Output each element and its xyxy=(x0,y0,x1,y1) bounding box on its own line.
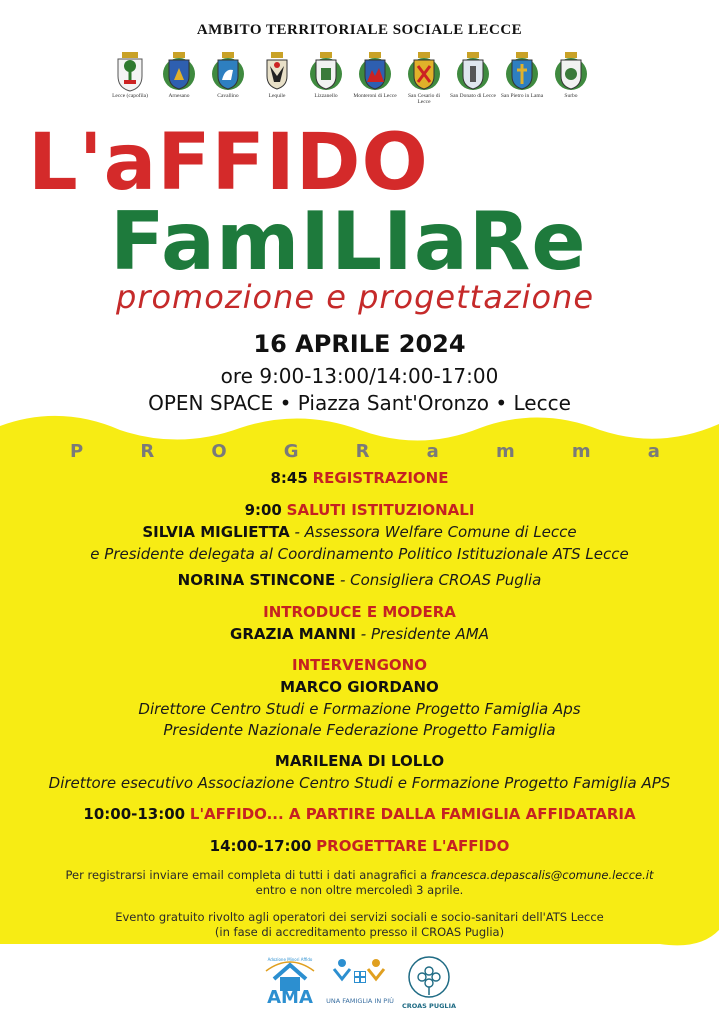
crest-monteroni: Monteroni di Lecce xyxy=(352,52,398,99)
crest-san-donato: San Donato di Lecce xyxy=(450,52,496,99)
title-affido: L'aFFIDO xyxy=(28,118,429,208)
title-familiare: FamILIaRe xyxy=(110,195,587,288)
program-intervengono: INTERVENGONO xyxy=(292,656,427,674)
shield-icon xyxy=(505,52,539,92)
ambito-heading: AMBITO TERRITORIALE SOCIALE LECCE xyxy=(196,22,523,38)
programma-heading: P R O G R a m m a xyxy=(70,441,660,462)
program-morning-session: 10:00-13:00 L'AFFIDO... A PARTIRE DALLA FAMIGLIA AFFIDATARIA xyxy=(83,805,636,823)
event-hours: ore 9:00-13:00/14:00-17:00 xyxy=(220,364,499,388)
accreditation-note: (in fase di accreditamento presso il CROAS Puglia) xyxy=(214,925,505,939)
speaker-manni: GRAZIA MANNI - Presidente AMA xyxy=(230,625,489,643)
registration-note: Per registrarsi inviare email completa di tutti i dati anagrafici a francesca.depascalis@comune.lecce.it xyxy=(65,868,654,882)
shield-icon xyxy=(116,52,144,92)
crest-cavallino: Cavallino xyxy=(205,52,251,99)
family-icon xyxy=(330,957,390,995)
shield-icon xyxy=(162,52,196,92)
shield-icon xyxy=(407,52,441,92)
crest-lequile: Lequile xyxy=(254,52,300,99)
program-saluti: 9:00 SALUTI ISTITUZIONALI xyxy=(244,501,475,519)
registration-deadline: entro e non oltre mercoledì 3 aprile. xyxy=(255,883,464,897)
footer-logos xyxy=(0,955,719,1015)
program-introduce: INTRODUCE E MODERA xyxy=(263,603,456,621)
croas-emblem-icon xyxy=(404,955,454,1001)
shield-icon xyxy=(554,52,588,92)
program-afternoon-session: 14:00-17:00 PROGETTARE L'AFFIDO xyxy=(209,837,510,855)
crest-lizzanello: Lizzanello xyxy=(303,52,349,99)
shield-icon xyxy=(211,52,245,92)
speaker-dilollo-role: Direttore esecutivo Associazione Centro Studi e Formazione Progetto Famiglia APS xyxy=(48,774,671,792)
shield-icon xyxy=(456,52,490,92)
crest-san-cesario: San Cesario di Lecce xyxy=(401,52,447,105)
speaker-stincone: NORINA STINCONE - Consigliera CROAS Puglia xyxy=(177,571,542,589)
speaker-giordano-role2: Presidente Nazionale Federazione Progetto Famiglia xyxy=(163,721,556,739)
speaker-giordano-role1: Direttore Centro Studi e Formazione Progetto Famiglia Aps xyxy=(138,700,581,718)
speaker-miglietta-role: e Presidente delegata al Coordinamento Politico Istituzionale ATS Lecce xyxy=(90,545,629,563)
shield-icon xyxy=(309,52,343,92)
event-date: 16 APRILE 2024 xyxy=(253,330,466,358)
speaker-dilollo: MARILENA DI LOLLO xyxy=(274,752,445,770)
event-venue: OPEN SPACE • Piazza Sant'Oronzo • Lecce xyxy=(148,391,571,415)
ama-logo: AMA Adozione Minori Affido xyxy=(260,957,320,1012)
speaker-giordano: MARCO GIORDANO xyxy=(280,678,439,696)
program-registrazione: 8:45 REGISTRAZIONE xyxy=(270,469,449,487)
croas-logo: CROAS PUGLIA xyxy=(404,955,454,1013)
registration-email[interactable]: francesca.depascalis@comune.lecce.it xyxy=(430,868,654,882)
crest-san-pietro: San Pietro in Lama xyxy=(499,52,545,99)
shield-icon xyxy=(358,52,392,92)
free-event-note: Evento gratuito rivolto agli operatori dei servizi sociali e socio-sanitari dell'ATS Lecce xyxy=(115,910,604,924)
crest-arnesano: Arnesano xyxy=(156,52,202,99)
crest-lecce: Lecce (capofila) xyxy=(107,52,153,99)
crest-surbo: Surbo xyxy=(548,52,594,99)
subtitle: promozione e progettazione xyxy=(116,278,595,316)
speaker-miglietta: SILVIA MIGLIETTA - Assessora Welfare Comune di Lecce xyxy=(142,523,577,541)
una-famiglia-logo: UNA FAMIGLIA IN PIÙ xyxy=(330,957,390,1012)
shield-icon xyxy=(260,52,294,92)
